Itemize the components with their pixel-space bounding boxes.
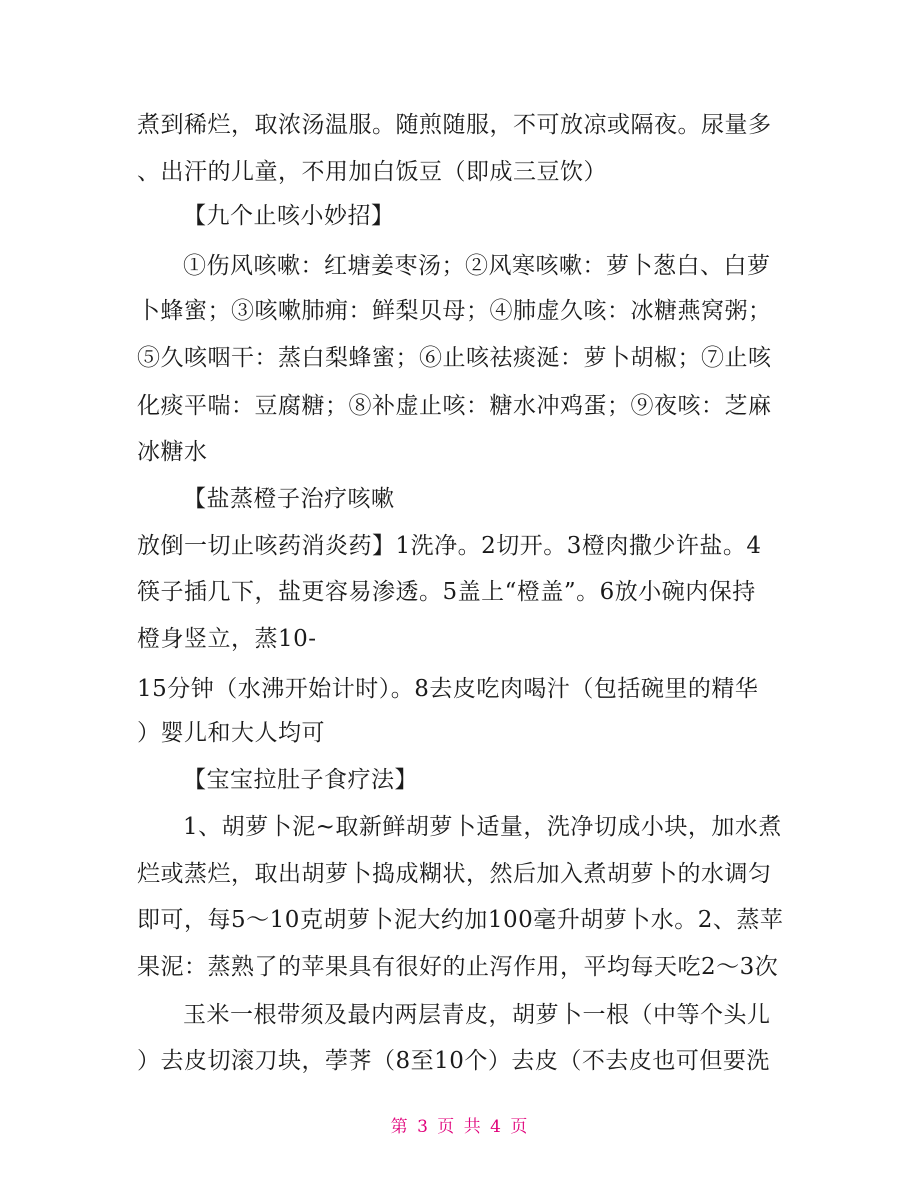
text-line: 橙身竖立，蒸10- (137, 626, 317, 652)
section-heading: 【盐蒸橙子治疗咳嗽 (183, 486, 395, 512)
text-line: 卜蜂蜜；③咳嗽肺痈：鲜梨贝母；④肺虚久咳：冰糖燕窝粥； (137, 298, 772, 324)
text-line: ）去皮切滚刀块，荸荠（8至10个）去皮（不去皮也可但要洗 (137, 1048, 770, 1074)
text-line: 15分钟（水沸开始计时）。8去皮吃肉喝汁（包括碗里的精华 (137, 676, 759, 702)
text-line: 果泥：蒸熟了的苹果具有很好的止泻作用，平均每天吃2～3次 (137, 954, 779, 980)
section-heading: 【九个止咳小妙招】 (183, 203, 395, 229)
text-line: 烂或蒸烂，取出胡萝卜捣成糊状，然后加入煮胡萝卜的水调匀 (137, 861, 772, 887)
text-line: 筷子插几下，盐更容易渗透。5盖上“橙盖”。6放小碗内保持 (137, 579, 756, 605)
text-line: 煮到稀烂，取浓汤温服。随煎随服，不可放凉或隔夜。尿量多 (137, 112, 772, 138)
page-number-footer: 第 3 页 共 4 页 (390, 1117, 530, 1137)
section-heading: 【宝宝拉肚子食疗法】 (183, 767, 418, 793)
text-line: 玉米一根带须及最内两层青皮，胡萝卜一根（中等个头儿 (183, 1002, 771, 1028)
text-line: 即可，每5～10克胡萝卜泥大约加100毫升胡萝卜水。2、蒸苹 (137, 907, 784, 933)
text-line: ）婴儿和大人均可 (137, 720, 325, 746)
text-line: 1、胡萝卜泥~取新鲜胡萝卜适量，洗净切成小块，加水煮 (183, 814, 782, 840)
text-line: ⑤久咳咽干：蒸白梨蜂蜜；⑥止咳祛痰涎：萝卜胡椒；⑦止咳 (137, 345, 772, 371)
text-line: ①伤风咳嗽：红塘姜枣汤；②风寒咳嗽：萝卜葱白、白萝 (183, 253, 771, 279)
text-line: 放倒一切止咳药消炎药】1洗净。2切开。3橙肉撒少许盐。4 (137, 533, 762, 559)
text-line: 化痰平喘：豆腐糖；⑧补虚止咳：糖水冲鸡蛋；⑨夜咳：芝麻 (137, 393, 772, 419)
text-line: 、出汗的儿童，不用加白饭豆（即成三豆饮） (137, 159, 607, 185)
text-line: 冰糖水 (137, 439, 208, 465)
